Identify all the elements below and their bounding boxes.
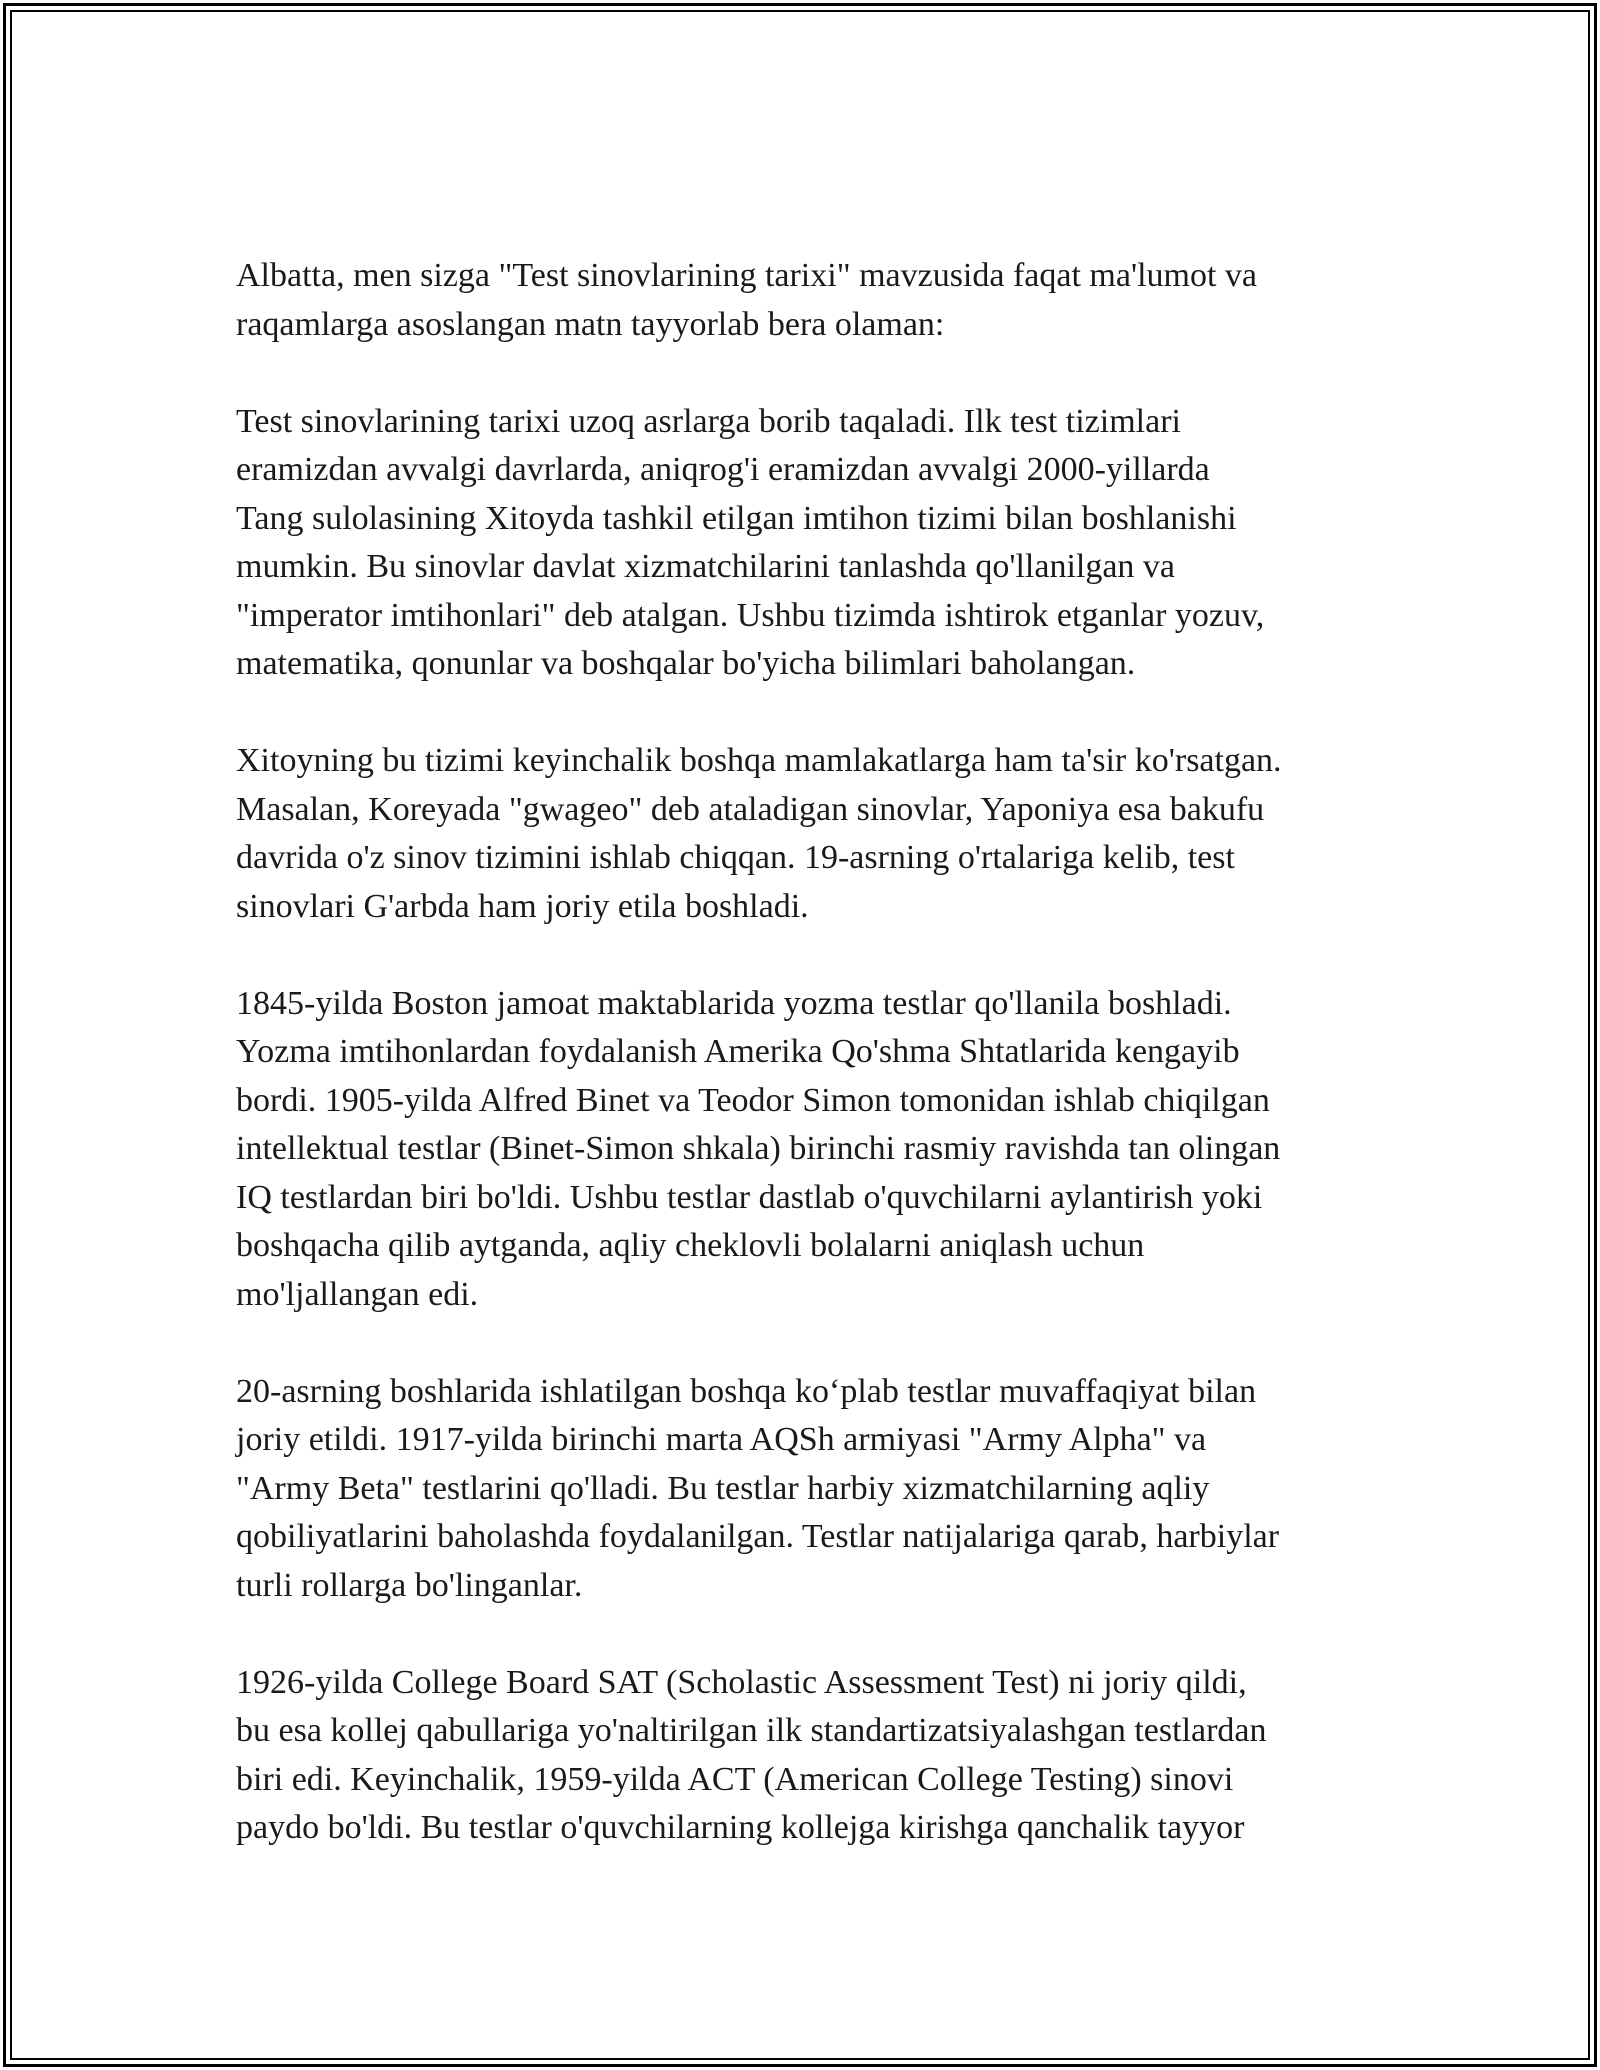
text-line: Xitoyning bu tizimi keyinchalik boshqa mamlakatlarga ham ta'sir ko'rsatgan. [236, 742, 1282, 779]
text-line: turli rollarga bo'linganlar. [236, 1566, 583, 1604]
text-line: 20-asrning boshlarida ishlatilgan boshqa ko‘plab testlar muvaffaqiyat bilan [236, 1372, 1257, 1410]
text-line: matematika, qonunlar va boshqalar bo'yicha bilimlari baholangan. [236, 645, 1136, 682]
text-line: biri edi. Keyinchalik, 1959-yilda ACT (American College Testing) sinovi [236, 1760, 1234, 1798]
text-line: paydo bo'ldi. Bu testlar o'quvchilarning kollejga kirishga qanchalik tayyor [236, 1809, 1245, 1846]
text-line: mo'ljallangan edi. [236, 1275, 479, 1313]
text-line: 1926-yilda College Board SAT (Scholastic Assessment Test) ni joriy qildi, [236, 1663, 1247, 1701]
text-line: qobiliyatlarini baholashda foydalanilgan. Testlar natijalariga qarab, harbiylar [236, 1518, 1280, 1555]
text-line: "Army Beta" testlarini qo'lladi. Bu testlar harbiy xizmatchilarning aqliy [236, 1469, 1210, 1507]
text-line: mumkin. Bu sinovlar davlat xizmatchilarini tanlashda qo'llanilgan va [236, 548, 1176, 585]
text-line: IQ testlardan biri bo'ldi. Ushbu testlar dastlab o'quvchilarni aylantirish yoki [236, 1178, 1263, 1216]
text-line: joriy etildi. 1917-yilda birinchi marta AQSh armiyasi "Army Alpha" va [236, 1421, 1207, 1458]
text-line: Masalan, Koreyada "gwageo" deb ataladigan sinovlar, Yaponiya esa bakufu [236, 790, 1265, 828]
text-line: Tang sulolasining Xitoyda tashkil etilgan imtihon tizimi bilan boshlanishi [236, 499, 1237, 537]
paragraph-written-tests [236, 980, 1376, 1320]
text-line: bu esa kollej qabullariga yo'naltirilgan ilk standartizatsiyalashgan testlardan [236, 1712, 1267, 1749]
paragraph-sat-act [236, 1659, 1376, 1853]
text-line: bordi. 1905-yilda Alfred Binet va Teodor Simon tomonidan ishlab chiqilgan [236, 1081, 1270, 1119]
paragraph-influence [236, 737, 1376, 931]
text-line: davrida o'z sinov tizimini ishlab chiqqan. 19-asrning o'rtalariga kelib, test [236, 839, 1235, 876]
paragraph-origins [236, 398, 1376, 689]
text-line: "imperator imtihonlari" deb atalgan. Ushbu tizimda ishtirok etganlar yozuv, [236, 596, 1265, 634]
text-line: Yozma imtihonlardan foydalanish Amerika Qo'shma Shtatlarida kengayib [236, 1033, 1240, 1070]
text-line: sinovlari G'arbda ham joriy etila boshladi. [236, 887, 809, 925]
text-line: Albatta, men sizga "Test sinovlarining tarixi" mavzusida faqat ma'lumot va [236, 257, 1258, 294]
text-line: intellektual testlar (Binet-Simon shkala) birinchi rasmiy ravishda tan olingan [236, 1130, 1281, 1167]
document-body [236, 252, 1376, 1901]
text-line: raqamlarga asoslangan matn tayyorlab bera olaman: [236, 305, 945, 343]
text-line: eramizdan avvalgi davrlarda, aniqrog'i eramizdan avvalgi 2000-yillarda [236, 451, 1210, 488]
text-line: Test sinovlarining tarixi uzoq asrlarga borib taqaladi. Ilk test tizimlari [236, 402, 1181, 440]
text-line: boshqacha qilib aytganda, aqliy cheklovli bolalarni aniqlash uchun [236, 1227, 1145, 1264]
paragraph-intro [236, 252, 1376, 349]
text-line: 1845-yilda Boston jamoat maktablarida yozma testlar qo'llanila boshladi. [236, 984, 1232, 1022]
paragraph-army-tests [236, 1368, 1376, 1611]
